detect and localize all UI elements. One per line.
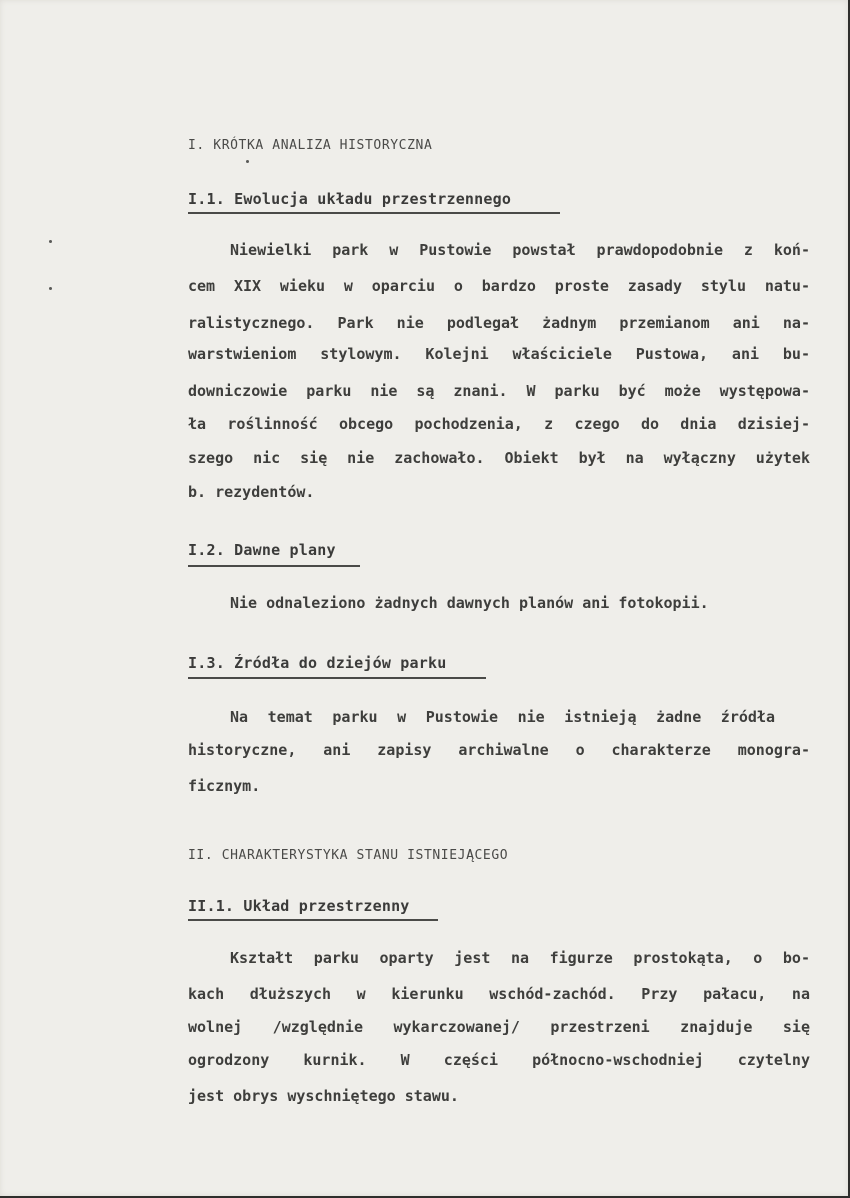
paragraph-line: jest obrys wyschniętego stawu. [188, 1087, 459, 1105]
paragraph-line: downiczowie parku nie są znani. W parku być może występowa- [188, 382, 810, 400]
subsection-heading: II.1. Układ przestrzenny [188, 897, 410, 915]
subsection-heading: I.2. Dawne plany [188, 541, 336, 559]
margin-dot [246, 160, 249, 163]
paragraph-line: wolnej /względnie wykarczowanej/ przestrzeni znajduje się [188, 1018, 810, 1036]
subsection-heading: I.3. Źródła do dziejów parku [188, 654, 447, 672]
subsection-underline [188, 212, 560, 214]
paragraph-line: kach dłuższych w kierunku wschód-zachód. Przy pałacu, na [188, 985, 810, 1003]
paragraph-line: ralistycznego. Park nie podlegał żadnym przemianom ani na- [188, 314, 810, 332]
subsection-underline [188, 565, 360, 567]
margin-dot [49, 287, 52, 290]
margin-dot [49, 240, 52, 243]
subsection-underline [188, 919, 438, 921]
paragraph-line: b. rezydentów. [188, 483, 315, 501]
paragraph-line: warstwieniom stylowym. Kolejni właściciele Pustowa, ani bu- [188, 345, 810, 363]
section-heading: I. KRÓTKA ANALIZA HISTORYCZNA [188, 138, 433, 153]
paragraph-line: historyczne, ani zapisy archiwalne o charakterze monogra- [188, 741, 810, 759]
section-heading: II. CHARAKTERYSTYKA STANU ISTNIEJĄCEGO [188, 848, 509, 863]
paragraph-line: Kształt parku oparty jest na figurze prostokąta, o bo- [230, 949, 810, 967]
paragraph-line: Nie odnaleziono żadnych dawnych planów ani fotokopii. [230, 594, 709, 612]
subsection-heading: I.1. Ewolucja układu przestrzennego [188, 190, 512, 208]
paragraph-line: cem XIX wieku w oparciu o bardzo proste zasady stylu natu- [188, 277, 810, 295]
paragraph-line: szego nic się nie zachowało. Obiekt był na wyłączny użytek [188, 449, 810, 467]
paragraph-line: ficznym. [188, 777, 261, 795]
paragraph-line: Niewielki park w Pustowie powstał prawdopodobnie z koń- [230, 241, 810, 259]
subsection-underline [188, 677, 486, 679]
paragraph-line: ła roślinność obcego pochodzenia, z czego do dnia dzisiej- [188, 415, 810, 433]
paragraph-line: ogrodzony kurnik. W części północno-wschodniej czytelny [188, 1051, 810, 1069]
paragraph-line: Na temat parku w Pustowie nie istnieją żadne źródła [230, 708, 775, 726]
